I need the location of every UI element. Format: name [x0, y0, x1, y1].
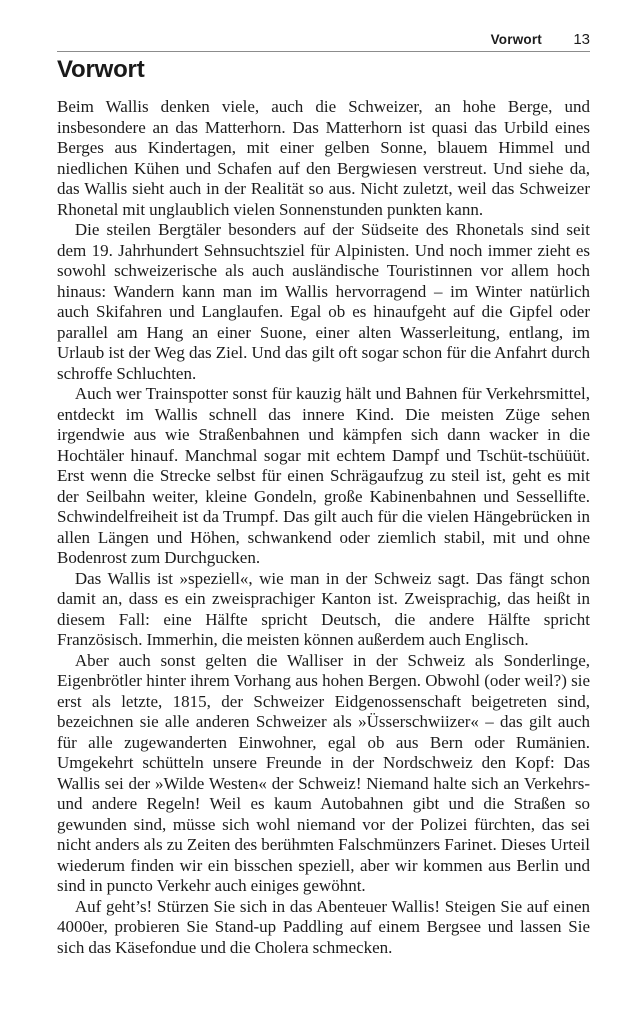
- paragraph-3: Auch wer Trainspotter sonst für kauzig hält und Bahnen für Verkehrsmittel, entdeckt im Wallis schnell das innere Kind. Die meisten Züge sehen irgendwie aus wie Straßenbahnen und kämpfen sich dann wacker in die Hochtäler hinauf. Manchmal sogar mit echtem Dampf und Tschüt-tschüüüt. Erst wenn die Strecke selbst für einen Schrägaufzug zu steil ist, geht es mit der Seilbahn weiter, kleine Gondeln, große Kabinenbahnen und Sessellifte. Schwindelfreiheit ist da Trumpf. Das gilt auch für die vielen Hängebrücken in allen Längen und Höhen, schwankend oder ziemlich stabil, mit und ohne Bodenrost zum Durchgucken.: [57, 384, 590, 567]
- running-head: [57, 31, 590, 52]
- chapter-title: Vorwort: [57, 56, 145, 83]
- page-number: 13: [573, 31, 590, 48]
- paragraph-5: Aber auch sonst gelten die Walliser in der Schweiz als Sonderlinge, Eigenbrötler hinter ihrem Vorhang aus hohen Bergen. Obwohl (oder weil?) sie erst als letzte, 1815, der Schweizer Eidgenossenschaft beigetreten sind, bezeichnen sie alle anderen Schweizer als »Üsserschwiizer« – das gilt auch für alle zugewanderten Einwohner, egal ob aus Bern oder Rumänien. Umgekehrt schütteln unsere Freunde in der Nordschweiz den Kopf: Das Wallis sei der »Wilde Westen« der Schweiz! Niemand halte sich an Verkehrs- und andere Regeln! Weil es kaum Autobahnen gibt und die Straßen so gewunden sind, müsse sich wohl niemand vor der Polizei fürchten, das sei nicht anders als zu Zeiten des berühmten Falschmünzers Farinet. Dieses Urteil wiederum finden wir ein bisschen speziell, aber wir kommen aus Berlin und sind in puncto Verkehr auch einiges gewöhnt.: [57, 650, 590, 895]
- paragraph-1: Beim Wallis denken viele, auch die Schweizer, an hohe Berge, und insbesondere an das Matterhorn. Das Matterhorn ist quasi das Urbild eines Berges aus Kindertagen, mit einer gelben Sonne, blauem Himmel und niedlichen Kühen und Schafen auf den Bergwiesen verstreut. Und siehe da, das Wallis sieht auch in der Realität so aus. Nicht zuletzt, weil das Schweizer Rhonetal mit unglaublich vielen Sonnenstunden punkten kann.: [57, 97, 590, 219]
- body-text: [57, 97, 590, 958]
- paragraph-2: Die steilen Bergtäler besonders auf der Südseite des Rhonetals sind seit dem 19. Jahrhundert Sehnsuchtsziel für Alpinisten. Und noch immer zieht es sowohl schweizerische als auch ausländische Touristinnen vor allem hoch hinaus: Wandern kann man im Wallis hervorragend – im Winter natürlich auch Skifahren und Langlaufen. Egal ob es hinaufgeht auf die Gipfel oder parallel am Hang an einer Suone, einer alten Wasserleitung, entlang, im Urlaub ist der Weg das Ziel. Und das gilt oft sogar schon für die Anfahrt durch schroffe Schluchten.: [57, 220, 590, 383]
- paragraph-4: Das Wallis ist »speziell«, wie man in der Schweiz sagt. Das fängt schon damit an, dass es ein zweisprachiger Kanton ist. Zweisprachig, das heißt in diesem Fall: eine Hälfte spricht Deutsch, die andere Hälfte spricht Französisch. Immerhin, die meisten können außerdem auch Englisch.: [57, 568, 590, 649]
- page-header: [57, 31, 590, 52]
- paragraph-6: Auf geht’s! Stürzen Sie sich in das Abenteuer Wallis! Steigen Sie auf einen 4000er, probieren Sie Stand-up Paddling auf einem Bergsee und lassen Sie sich das Käsefondue und die Cholera schmecken.: [57, 896, 590, 957]
- running-head-section-label: Vorwort: [490, 32, 542, 47]
